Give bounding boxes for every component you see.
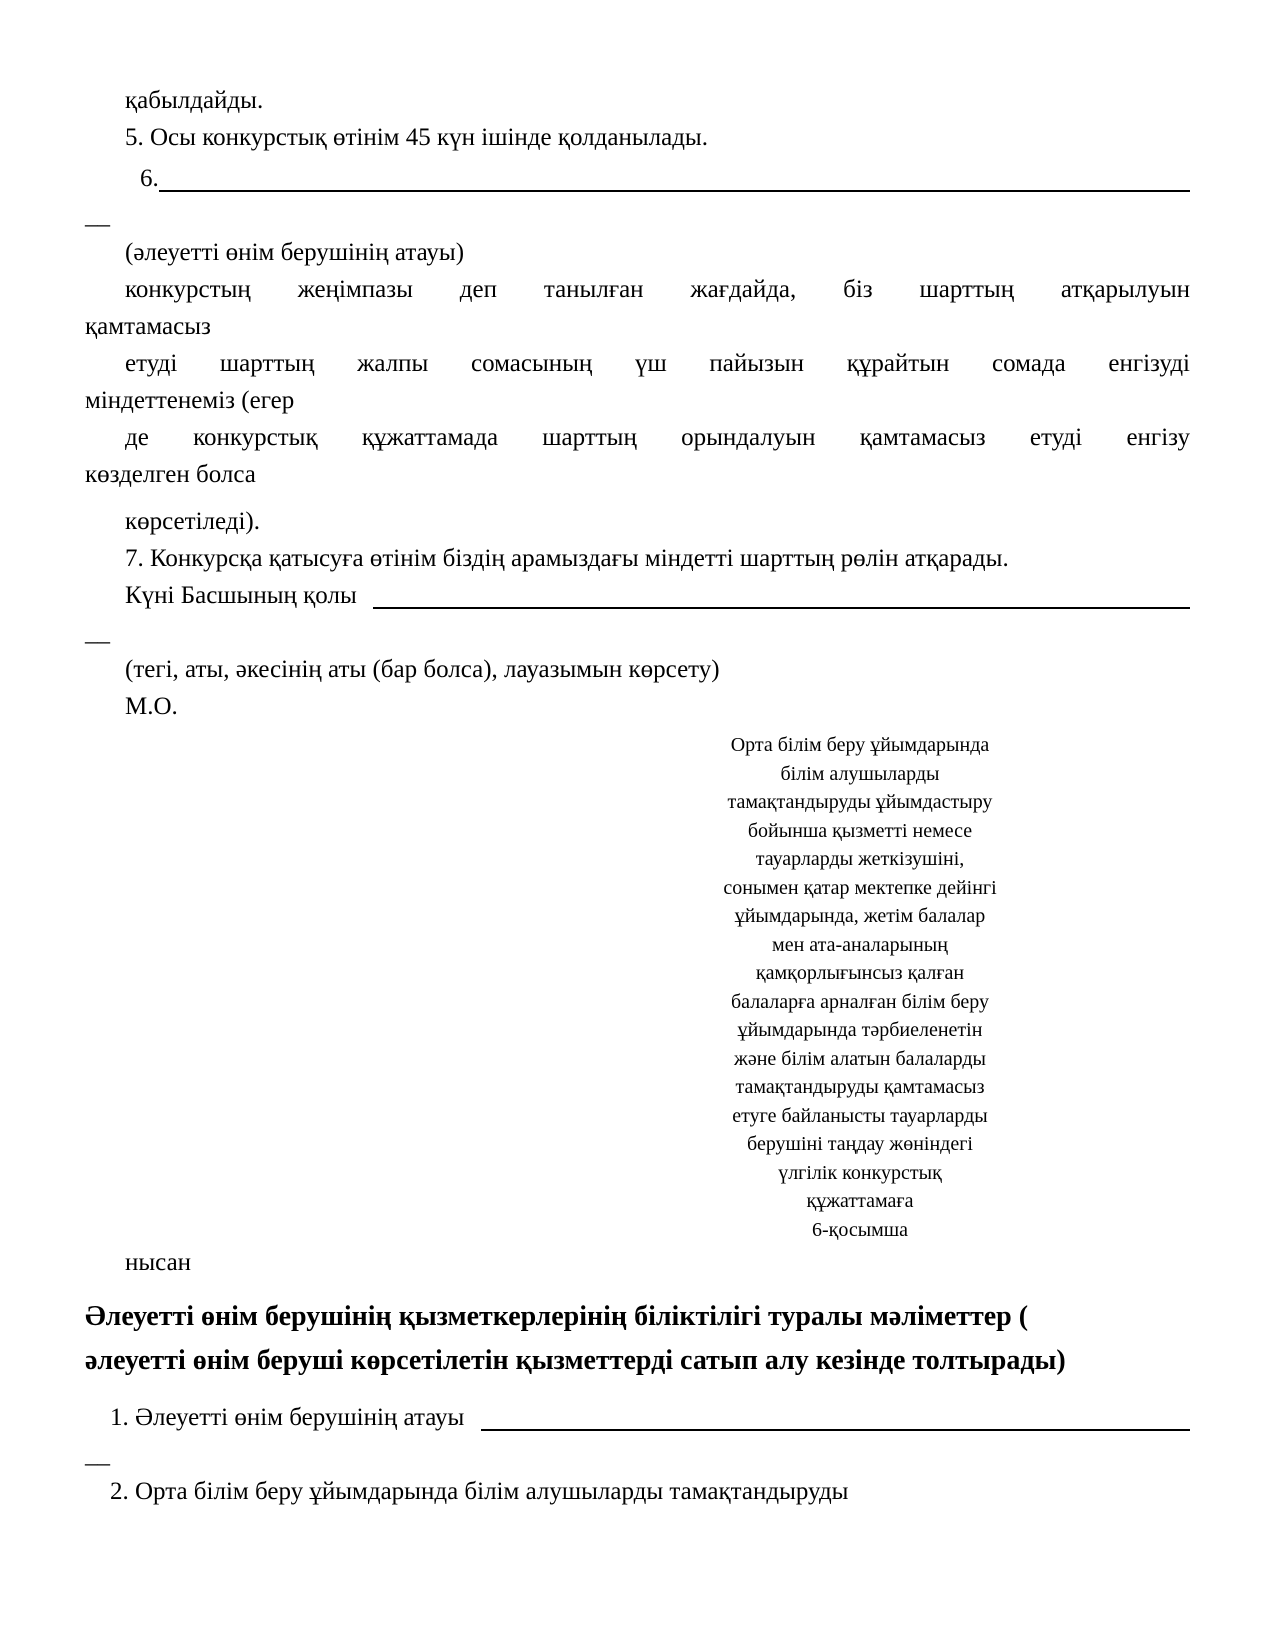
appendix-note-line: тамақтандыруды ұйымдастыру [727,791,993,813]
signature-blank-line [373,577,1190,609]
wrap-dash-3: __ [85,1441,110,1468]
appendix-note-line: құжаттамаға [806,1190,914,1212]
item-6-number: 6. [140,165,159,192]
supplier-name-blank-line [481,1399,1190,1431]
appendix-note-line: қамқорлығынсыз қалған [755,962,965,984]
wrap-dash-1: __ [85,202,110,229]
line-tender-docs: де конкурстық құжаттамада шарттың орындалуын қамтамасыз етуді енгізу [125,424,1190,451]
caption-fio-position: (тегі, аты, әкесінің аты (бар болса), лауазымын көрсету) [125,656,720,683]
item-6-blank-line [159,160,1190,192]
appendix-note-line: білім алушыларды [780,762,940,785]
appendix-note-line: және білім алатын балаларды [734,1047,986,1070]
appendix-note-line: ұйымдарында, жетім балалар [734,905,986,927]
wrap-dash-2: __ [85,619,110,646]
heading-line-2: әлеуетті өнім беруші көрсетілетін қызметтерді сатып алу кезінде толтырады) [85,1345,1066,1376]
line-item-5: 5. Осы конкурстық өтінім 45 күн ішінде қолданылады. [125,124,708,151]
item-1-label: 1. Әлеуетті өнім берушінің атауы [110,1404,471,1431]
heading-line-1: Әлеуетті өнім берушінің қызметкерлерінің біліктілігі туралы мәліметтер ( [85,1301,1029,1332]
appendix-note-line: Орта білім беру ұйымдарында [730,734,990,756]
appendix-note [580,731,1140,1244]
appendix-note-line: етуге байланысты тауарларды [732,1104,988,1127]
line-contract-sum: етуді шарттың жалпы сомасының үш пайызын құрайтын сомада енгізуді [125,350,1190,377]
line-tender-winner: конкурстың жеңімпазы деп танылған жағдайда, біз шарттың атқарылуын [125,276,1190,303]
appendix-note-line: бойынша қызметті немесе [747,819,973,842]
appendix-note-line: сонымен қатар мектепке дейінгі [723,876,997,899]
appendix-note-line: ұйымдарында тәрбиеленетін [737,1019,983,1041]
line-contract-sum-cont: міндеттенеміз (егер [85,387,295,414]
date-signature-label: Күні Басшының қолы [125,582,363,609]
line-item-7: 7. Конкурсқа қатысуға өтінім біздің арамыздағы міндетті шарттың рөлін атқарады. [125,545,1009,572]
line-form-nysan: нысан [125,1249,192,1276]
line-tender-docs-cont: көзделген болса [85,461,256,488]
appendix-note-line: тауарларды жеткізушіні, [755,848,965,870]
line-korsetiledi: көрсетіледі). [125,508,260,535]
appendix-note-line: берушіні таңдау жөніндегі [747,1133,973,1155]
caption-supplier-name: (әлеуетті өнім берушінің атауы) [125,239,465,266]
line-item-6 [85,160,1190,197]
line-tender-winner-cont: қамтамасыз [85,313,211,340]
line-item-2: 2. Орта білім беру ұйымдарында білім алушыларды тамақтандыруды [110,1478,849,1505]
appendix-note-line: үлгілік конкурстық [778,1161,942,1184]
line-seal-mo: М.О. [125,693,178,720]
line-date-signature [85,577,1190,614]
appendix-note-line: 6-қосымша [811,1218,909,1241]
line-accepted: қабылдайды. [125,87,264,114]
appendix-note-line: балаларға арналған білім беру [730,990,990,1013]
appendix-note-line: мен ата-аналарының [772,933,948,956]
section-heading [85,1295,1190,1383]
appendix-note-line: тамақтандыруды қамтамасыз [735,1076,985,1098]
line-item-1 [85,1399,1190,1436]
